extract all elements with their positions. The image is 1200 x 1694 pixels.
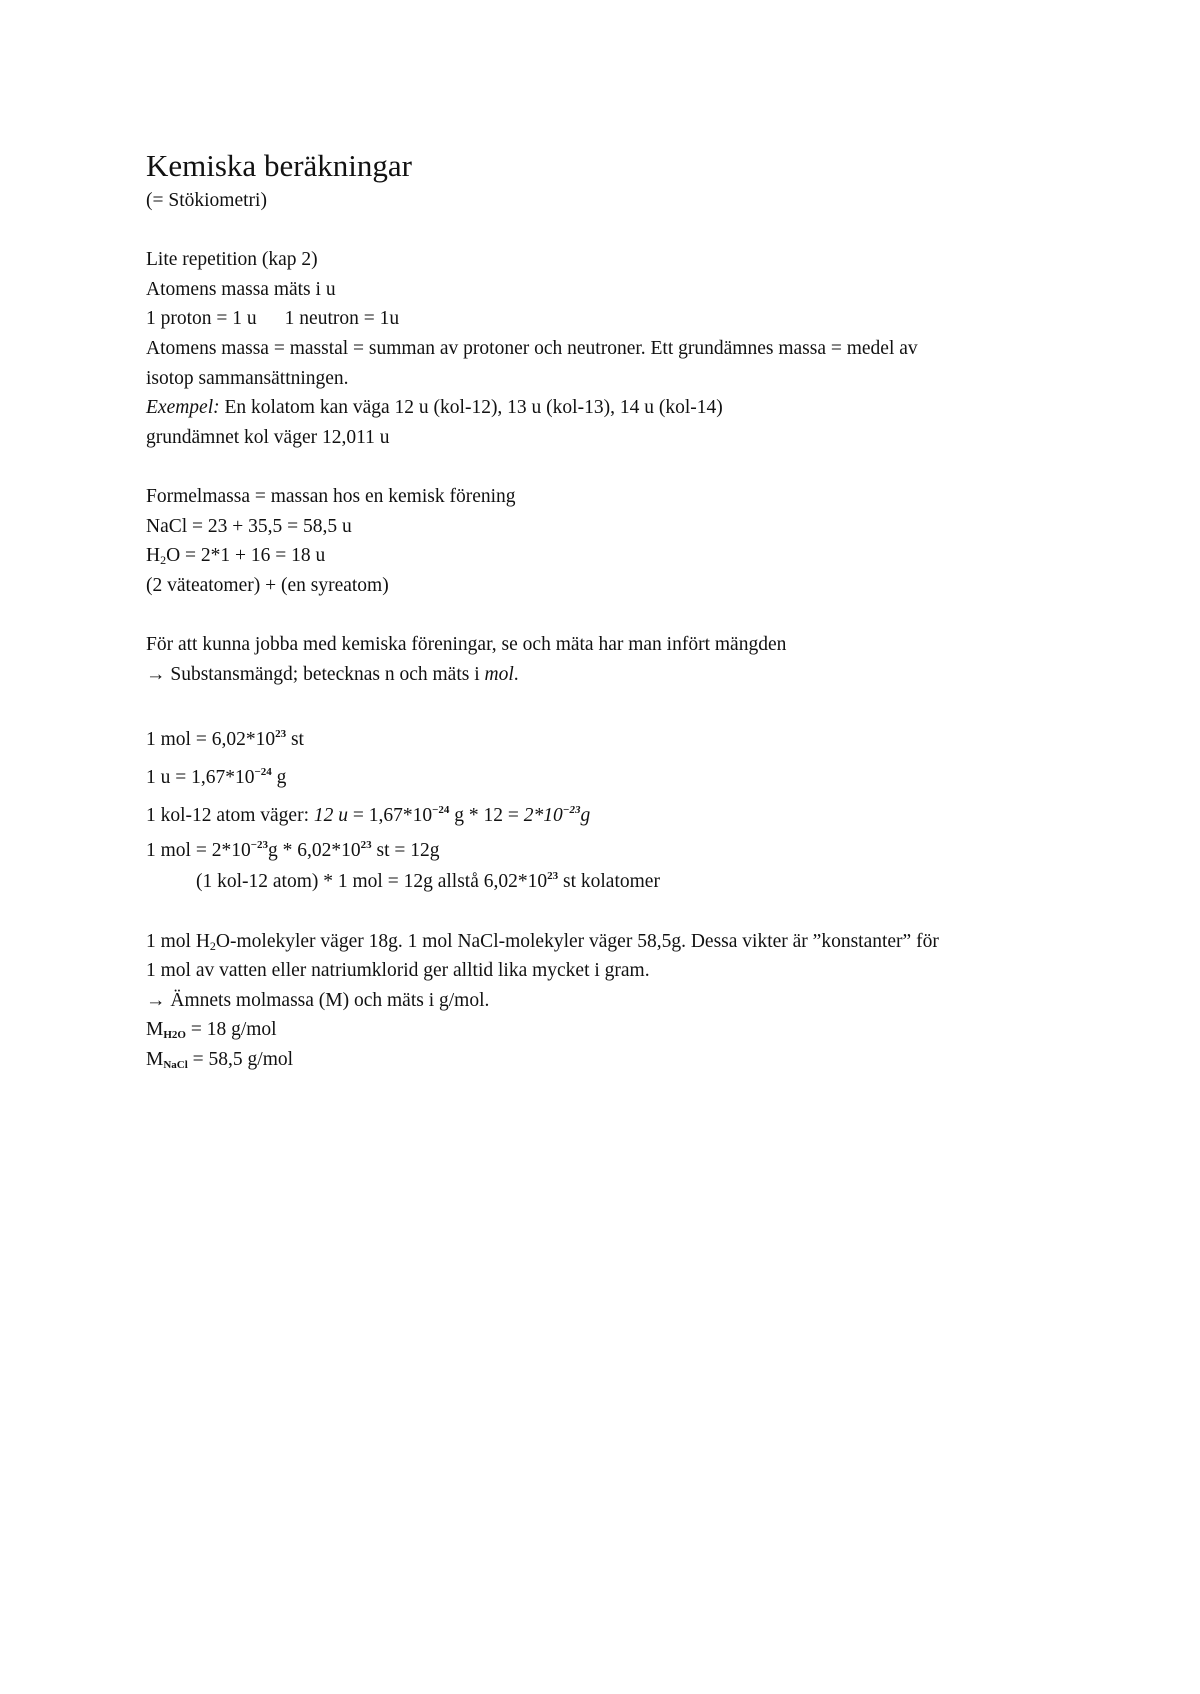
math-text: st kolatomer <box>558 871 660 893</box>
page-title: Kemiska beräkningar <box>146 148 412 183</box>
spacer <box>146 452 1076 482</box>
exponent: −24 <box>254 766 272 779</box>
period: . <box>513 663 519 685</box>
text-line: Atomens massa = masstal = summan av protoner och neutroner. Ett grundämnes massa = medel av <box>146 337 918 359</box>
text-line: grundämnet kol väger 12,011 u <box>146 426 390 448</box>
text-line-proton-neutron <box>146 304 1076 334</box>
formula-subscript: 2 <box>209 938 216 953</box>
formula-subscript: 2 <box>160 553 167 568</box>
math-text: = 1,67*10 <box>348 805 433 827</box>
exponent: −23 <box>562 804 581 817</box>
molar-mass-subscript: H2O <box>163 1029 186 1042</box>
math-text: st <box>286 729 304 751</box>
math-italic: 2*10 <box>523 805 563 827</box>
text-line-substansmangd <box>146 660 1076 690</box>
example-text: En kolatom kan väga 12 u (kol-12), 13 u (kol-13), 14 u (kol-14) <box>219 397 723 419</box>
math-line-kolatomer <box>146 867 1076 897</box>
math-italic: g <box>580 805 591 827</box>
math-text: g * 12 = <box>449 805 524 827</box>
spacer <box>146 600 1076 630</box>
math-text: 1 u = 1,67*10 <box>146 767 255 789</box>
math-line-mol <box>146 835 1076 867</box>
math-line-avogadro <box>146 721 1076 759</box>
example-line <box>146 393 1076 423</box>
math-text: 1 mol = 2*10 <box>146 840 251 862</box>
text-segment: 1 mol H <box>146 930 210 952</box>
text-line: För att kunna jobba med kemiska föreningar, se och mäta har man infört mängden <box>146 633 787 655</box>
section-heading-repetition: Lite repetition (kap 2) <box>146 249 318 271</box>
math-text: g <box>271 767 287 789</box>
math-text: 1 mol = 6,02*10 <box>146 729 276 751</box>
text-line-formelmassa: Formelmassa = massan hos en kemisk förening <box>146 485 516 507</box>
spacer <box>146 897 1076 927</box>
mol-word: mol <box>484 663 514 685</box>
text-line: Atomens massa mäts i u <box>146 278 336 300</box>
math-text: st = 12g <box>371 840 440 862</box>
molar-mass-nacl <box>146 1045 1076 1075</box>
document-body <box>146 146 1076 1075</box>
molar-mass-subscript: NaCl <box>163 1059 188 1072</box>
math-line-u <box>146 759 1076 797</box>
math-line-kol12 <box>146 797 1076 835</box>
molar-mass-symbol: M <box>146 1049 164 1071</box>
math-text: 1 kol-12 atom väger: <box>146 805 314 827</box>
text-line-h2o <box>146 541 1076 571</box>
molar-mass-h2o <box>146 1015 1076 1045</box>
text-line-molekyler <box>146 927 1076 957</box>
exponent: 23 <box>360 839 372 852</box>
molar-mass-value: = 18 g/mol <box>185 1019 277 1041</box>
example-label: Exempel: <box>146 397 220 419</box>
exponent: −24 <box>432 804 450 817</box>
text-line-nacl: NaCl = 23 + 35,5 = 58,5 u <box>146 515 352 537</box>
spacer <box>146 216 1076 246</box>
text-segment: O-molekyler väger 18g. 1 mol NaCl-molekyler väger 58,5g. Dessa vikter är ”konstanter” för <box>215 930 939 952</box>
proton-text: 1 proton = 1 u <box>146 308 257 330</box>
subtitle: (= Stökiometri) <box>146 190 267 211</box>
molar-mass-symbol: M <box>146 1019 164 1041</box>
text-line: 1 mol av vatten eller natriumklorid ger alltid lika mycket i gram. <box>146 960 650 982</box>
spacer <box>146 689 1076 721</box>
substansmangd-text: → Substansmängd; betecknas n och mäts i <box>146 663 485 685</box>
text-line-molmassa: → Ämnets molmassa (M) och mäts i g/mol. <box>146 989 490 1011</box>
text-line: (2 väteatomer) + (en syreatom) <box>146 574 389 596</box>
exponent: 23 <box>547 870 559 883</box>
exponent: −23 <box>250 839 268 852</box>
neutron-text: 1 neutron = 1u <box>284 308 400 330</box>
text-line: isotop sammansättningen. <box>146 367 349 389</box>
math-italic: 12 u <box>313 805 348 827</box>
formula-rest: O = 2*1 + 16 = 18 u <box>166 545 326 567</box>
exponent: 23 <box>275 728 287 741</box>
molar-mass-value: = 58,5 g/mol <box>187 1049 294 1071</box>
formula-symbol: H <box>146 545 161 567</box>
math-text: g * 6,02*10 <box>268 840 361 862</box>
math-text: (1 kol-12 atom) * 1 mol = 12g allstå 6,02*10 <box>196 871 548 893</box>
